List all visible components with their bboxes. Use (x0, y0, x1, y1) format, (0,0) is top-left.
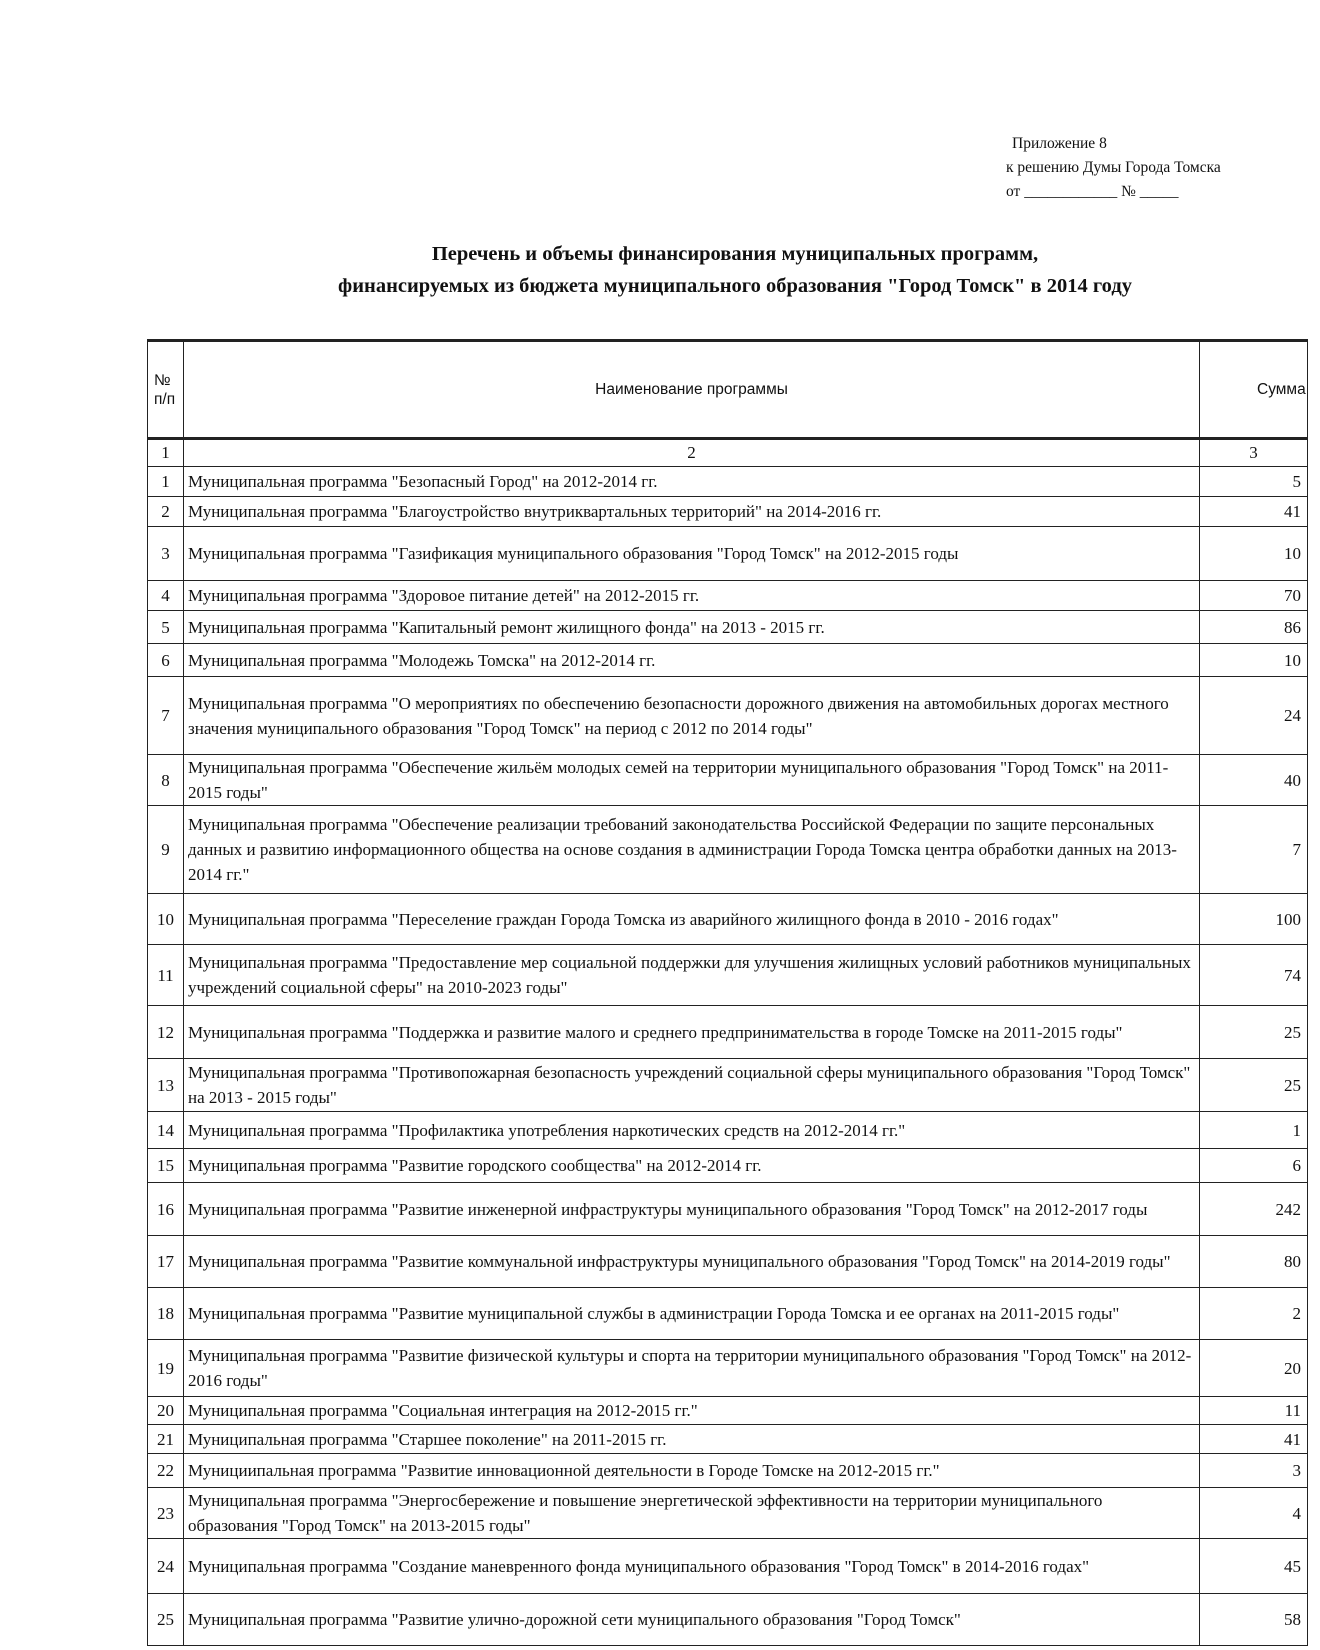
row-number: 5 (148, 611, 184, 644)
program-name: Муниципальная программа "Противопожарная безопасность учреждений социальной сферы муниципального образования "Город Томск" на 2013 - 2015 годы" (184, 1059, 1200, 1112)
program-amount: 20 (1200, 1340, 1308, 1397)
program-name: Муниципальная программа "Социальная интеграция на 2012-2015 гг." (184, 1397, 1200, 1425)
row-number: 15 (148, 1149, 184, 1183)
program-name: Муниципальная программа "Развитие городского сообщества" на 2012-2014 гг. (184, 1149, 1200, 1183)
row-number: 23 (148, 1488, 184, 1539)
program-amount: 100 (1200, 894, 1308, 945)
row-number: 17 (148, 1236, 184, 1288)
row-number: 13 (148, 1059, 184, 1112)
table-row (148, 467, 1308, 497)
program-name: Муниципальная программа "Благоустройство внутриквартальных территорий" на 2014-2016 гг. (184, 497, 1200, 527)
program-name: Муниципальная программа "Развитие коммунальной инфраструктуры муниципального образования "Город Томск" на 2014-2019 годы" (184, 1236, 1200, 1288)
table-row (148, 1288, 1308, 1340)
appendix-decision: к решению Думы Города Томска (1006, 159, 1221, 176)
table-row (148, 677, 1308, 755)
program-amount: 7 (1200, 806, 1308, 894)
program-amount: 10 (1200, 527, 1308, 581)
row-number: 3 (148, 527, 184, 581)
row-number: 21 (148, 1425, 184, 1454)
program-amount: 242 (1200, 1183, 1308, 1236)
row-number: 24 (148, 1539, 184, 1594)
table-row (148, 527, 1308, 581)
header-program-name: Наименование программы (184, 341, 1200, 439)
program-name: Муниципальная программа "Развитие улично-дорожной сети муниципального образования "Город Томск" (184, 1594, 1200, 1646)
row-number: 2 (148, 497, 184, 527)
program-name: Муниципальная программа "Газификация муниципального образования "Город Томск" на 2012-2015 годы (184, 527, 1200, 581)
table-row (148, 1183, 1308, 1236)
program-name: Муниципальная программа "Развитие инженерной инфраструктуры муниципального образования "Город Томск" на 2012-2017 годы (184, 1183, 1200, 1236)
column-index-2: 2 (184, 439, 1200, 467)
row-number: 20 (148, 1397, 184, 1425)
program-name: Муниципальная программа "Энергосбережение и повышение энергетической эффективности на территории муниципального образования "Город Томск" на 2013-2015 годы" (184, 1488, 1200, 1539)
row-number: 1 (148, 467, 184, 497)
program-name: Мунициипальная программа "Развитие инновационной деятельности в Городе Томске на 2012-2015 гг." (184, 1454, 1200, 1488)
program-name: Муниципальная программа "Развитие муниципальной службы в администрации Города Томска и ее органах на 2011-2015 годы" (184, 1288, 1200, 1340)
program-name: Муниципальная программа "Капитальный ремонт жилищного фонда" на 2013 - 2015 гг. (184, 611, 1200, 644)
table-row (148, 1340, 1308, 1397)
table-row (148, 497, 1308, 527)
program-name: Муниципальная программа "О мероприятиях по обеспечению безопасности дорожного движения на автомобильных дорогах местного значения муниципального образования "Город Томск" на период с 2012 по 2014 годы" (184, 677, 1200, 755)
program-amount: 74 (1200, 945, 1308, 1006)
program-amount: 41 (1200, 497, 1308, 527)
row-number: 6 (148, 644, 184, 677)
appendix-note (1006, 132, 1221, 204)
row-number: 9 (148, 806, 184, 894)
program-amount: 10 (1200, 644, 1308, 677)
table-row (148, 1059, 1308, 1112)
program-name: Муниципальная программа "Переселение граждан Города Томска из аварийного жилищного фонда в 2010 - 2016 годах" (184, 894, 1200, 945)
title-line-2: финансируемых из бюджета муниципального образования "Город Томск" в 2014 году (338, 275, 1132, 297)
program-name: Муниципальная программа "Молодежь Томска" на 2012-2014 гг. (184, 644, 1200, 677)
document-title (150, 238, 1320, 302)
program-amount: 4 (1200, 1488, 1308, 1539)
table-row (148, 806, 1308, 894)
row-number: 16 (148, 1183, 184, 1236)
program-name: Муниципальная программа "Профилактика употребления наркотических средств на 2012-2014 гг." (184, 1112, 1200, 1149)
program-amount: 45 (1200, 1539, 1308, 1594)
program-amount: 5 (1200, 467, 1308, 497)
table-row (148, 1149, 1308, 1183)
column-index-1: 1 (148, 439, 184, 467)
table-row (148, 581, 1308, 611)
program-amount: 24 (1200, 677, 1308, 755)
table-row (148, 1006, 1308, 1059)
program-name: Муниципальная программа "Обеспечение реализации требований законодательства Российской Федерации по защите персональных данных и развитию информационного общества на основе создания в администрации Города Томска центра обработки данных на 2013-2014 гг." (184, 806, 1200, 894)
program-name: Муниципальная программа "Предоставление мер социальной поддержки для улучшения жилищных условий работников муниципальных учреждений социальной сферы" на 2010-2023 годы" (184, 945, 1200, 1006)
program-name: Муниципальная программа "Создание маневренного фонда муниципального образования "Город Томск" в 2014-2016 годах" (184, 1539, 1200, 1594)
program-amount: 6 (1200, 1149, 1308, 1183)
program-amount: 11 (1200, 1397, 1308, 1425)
row-number: 8 (148, 755, 184, 806)
table-row (148, 611, 1308, 644)
table-row (148, 1594, 1308, 1646)
row-number: 14 (148, 1112, 184, 1149)
header-number: № п/п (148, 341, 184, 439)
program-name: Муниципальная программа "Безопасный Город" на 2012-2014 гг. (184, 467, 1200, 497)
row-number: 18 (148, 1288, 184, 1340)
table-row (148, 945, 1308, 1006)
program-name: Муниципальная программа "Развитие физической культуры и спорта на территории муниципального образования "Город Томск" на 2012-2016 годы" (184, 1340, 1200, 1397)
title-line-1: Перечень и объемы финансирования муниципальных программ, (431, 243, 1039, 265)
row-number: 4 (148, 581, 184, 611)
column-index-3: 3 (1200, 439, 1308, 467)
column-index-row (148, 439, 1308, 467)
table-header-row (148, 341, 1308, 439)
program-amount: 25 (1200, 1006, 1308, 1059)
program-amount: 70 (1200, 581, 1308, 611)
header-sum: Сумма (1200, 341, 1308, 439)
appendix-number: Приложение 8 (1012, 135, 1107, 152)
row-number: 25 (148, 1594, 184, 1646)
table-row (148, 1488, 1308, 1539)
program-amount: 41 (1200, 1425, 1308, 1454)
row-number: 19 (148, 1340, 184, 1397)
program-amount: 86 (1200, 611, 1308, 644)
program-amount: 40 (1200, 755, 1308, 806)
table-row (148, 755, 1308, 806)
program-amount: 2 (1200, 1288, 1308, 1340)
program-amount: 3 (1200, 1454, 1308, 1488)
row-number: 11 (148, 945, 184, 1006)
table-row (148, 1112, 1308, 1149)
program-amount: 58 (1200, 1594, 1308, 1646)
program-name: Муниципальная программа "Здоровое питание детей" на 2012-2015 гг. (184, 581, 1200, 611)
table-row (148, 1397, 1308, 1425)
appendix-date-number: от ____________ № _____ (1006, 183, 1179, 200)
table-row (148, 894, 1308, 945)
program-amount: 25 (1200, 1059, 1308, 1112)
program-name: Муниципальная программа "Поддержка и развитие малого и среднего предпринимательства в городе Томске на 2011-2015 годы" (184, 1006, 1200, 1059)
row-number: 12 (148, 1006, 184, 1059)
table-row (148, 1236, 1308, 1288)
program-name: Муниципальная программа "Обеспечение жильём молодых семей на территории муниципального образования "Город Томск" на 2011-2015 годы" (184, 755, 1200, 806)
row-number: 22 (148, 1454, 184, 1488)
row-number: 10 (148, 894, 184, 945)
program-amount: 1 (1200, 1112, 1308, 1149)
table-row (148, 1425, 1308, 1454)
program-amount: 80 (1200, 1236, 1308, 1288)
program-name: Муниципальная программа "Старшее поколение" на 2011-2015 гг. (184, 1425, 1200, 1454)
row-number: 7 (148, 677, 184, 755)
table-row (148, 1539, 1308, 1594)
table-row (148, 1454, 1308, 1488)
programs-table (147, 339, 1308, 1646)
table-row (148, 644, 1308, 677)
